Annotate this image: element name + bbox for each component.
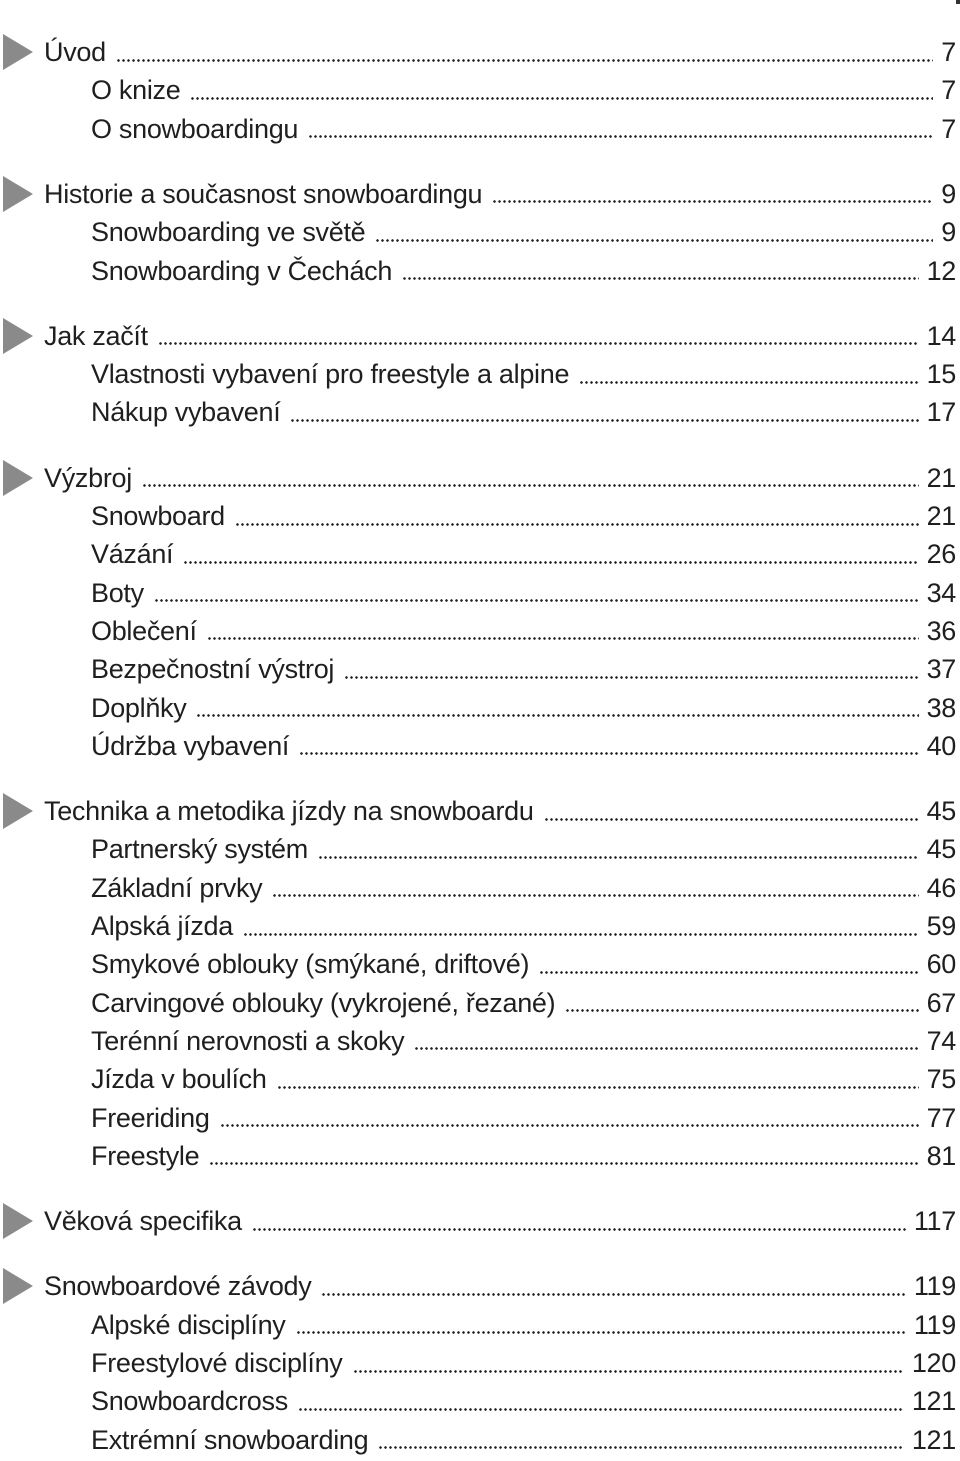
dot-leader xyxy=(272,894,918,897)
toc-subentry[interactable] xyxy=(0,1137,960,1175)
dot-leader xyxy=(116,59,933,62)
toc-subentry[interactable] xyxy=(0,1060,960,1098)
toc-subentry[interactable] xyxy=(0,1382,960,1420)
entry-title: Carvingové oblouky (vykrojené, řezané) xyxy=(91,987,556,1018)
dot-leader xyxy=(414,1047,918,1050)
toc-chapter-entry[interactable] xyxy=(0,459,960,497)
toc-subentry[interactable] xyxy=(0,984,960,1022)
entry-title: O knize xyxy=(91,75,181,106)
page-number: 121 xyxy=(911,1386,956,1417)
dot-leader xyxy=(299,752,918,755)
dot-leader xyxy=(375,239,933,242)
page-number: 21 xyxy=(926,462,956,493)
page-number: 15 xyxy=(926,359,956,390)
page-number: 119 xyxy=(913,1271,956,1302)
page-number: 7 xyxy=(941,37,956,67)
entry-title: Freestylové disciplíny xyxy=(91,1348,343,1378)
page-number: 21 xyxy=(926,501,956,531)
page-number: 45 xyxy=(926,796,956,827)
page-number: 7 xyxy=(941,75,956,106)
toc-subentry[interactable] xyxy=(0,574,960,612)
entry-title: Alpská jízda xyxy=(91,911,233,941)
page-number: 60 xyxy=(926,949,956,980)
page-number: 38 xyxy=(926,692,956,723)
entry-title: Snowboarding ve světě xyxy=(91,217,366,248)
dot-leader xyxy=(378,1446,903,1449)
dot-leader xyxy=(402,277,918,280)
page-number: 59 xyxy=(926,911,956,941)
dot-leader xyxy=(296,1331,906,1334)
page-number: 81 xyxy=(926,1140,956,1171)
toc-subentry[interactable] xyxy=(0,110,960,148)
entry-title: Technika a metodika jízdy na snowboardu xyxy=(44,796,534,827)
entry-title: Terénní nerovnosti a skoky xyxy=(91,1025,405,1056)
entry-title: Základní prvky xyxy=(91,872,263,903)
entry-title: Úvod xyxy=(44,37,106,67)
page-number: 7 xyxy=(941,113,956,144)
toc-subentry[interactable] xyxy=(0,612,960,650)
dot-leader xyxy=(298,1408,904,1411)
page-number: 17 xyxy=(926,397,956,428)
entry-title: Věková specifika xyxy=(44,1206,242,1237)
toc-subentry[interactable] xyxy=(0,650,960,688)
dot-leader xyxy=(154,599,919,602)
dot-leader xyxy=(308,135,933,138)
dot-leader xyxy=(209,1162,918,1165)
entry-title: Doplňky xyxy=(91,692,187,723)
dot-leader xyxy=(565,1009,918,1012)
page-number: 34 xyxy=(926,577,956,608)
dot-leader xyxy=(220,1124,919,1127)
toc-chapter-entry[interactable] xyxy=(0,1202,960,1240)
page-number: 14 xyxy=(926,320,956,351)
toc-chapter-entry[interactable] xyxy=(0,1267,960,1305)
dot-leader xyxy=(579,381,918,384)
toc-subentry[interactable] xyxy=(0,1022,960,1060)
entry-title: Snowboard xyxy=(91,501,225,531)
page-number: 46 xyxy=(926,872,956,903)
toc-subentry[interactable] xyxy=(0,1099,960,1137)
dot-leader xyxy=(158,342,919,345)
dot-leader xyxy=(353,1370,904,1373)
page-number: 9 xyxy=(941,217,956,248)
page-number: 45 xyxy=(926,834,956,865)
toc-chapter-entry[interactable] xyxy=(0,792,960,830)
entry-title: Boty xyxy=(91,577,144,608)
dot-leader xyxy=(277,1086,919,1089)
entry-title: Údržba vybavení xyxy=(91,730,290,761)
entry-title: Extrémní snowboarding xyxy=(91,1424,369,1455)
dot-leader xyxy=(235,523,919,526)
dot-leader xyxy=(142,484,919,487)
dot-leader xyxy=(318,856,919,859)
toc-chapter-entry[interactable] xyxy=(0,33,960,71)
entry-title: Vázání xyxy=(91,539,174,570)
toc-subentry[interactable] xyxy=(0,355,960,393)
page-number: 74 xyxy=(926,1025,956,1056)
entry-title: Freeriding xyxy=(91,1102,210,1133)
dot-leader xyxy=(492,200,933,203)
page-number: 26 xyxy=(926,539,956,570)
dot-leader xyxy=(190,97,933,100)
dot-leader xyxy=(344,676,918,679)
page-number: 75 xyxy=(926,1064,956,1095)
entry-title: Smykové oblouky (smýkané, driftové) xyxy=(91,949,530,980)
dot-leader xyxy=(183,561,918,564)
toc-subentry[interactable] xyxy=(0,869,960,907)
toc-chapter-entry[interactable] xyxy=(0,317,960,355)
toc-subentry[interactable] xyxy=(0,945,960,983)
dot-leader xyxy=(252,1228,906,1231)
page-number: 119 xyxy=(913,1309,956,1340)
entry-title: O snowboardingu xyxy=(91,113,299,144)
entry-title: Snowboardcross xyxy=(91,1386,288,1417)
toc-subentry[interactable] xyxy=(0,1306,960,1344)
toc-subentry[interactable] xyxy=(0,71,960,109)
entry-title: Partnerský systém xyxy=(91,834,308,865)
entry-title: Bezpečnostní výstroj xyxy=(91,654,335,685)
page-number: 77 xyxy=(926,1102,956,1133)
page-number: 117 xyxy=(913,1206,956,1237)
dot-leader xyxy=(196,714,918,717)
entry-title: Výzbroj xyxy=(44,462,132,493)
entry-title: Jízda v boulích xyxy=(91,1064,267,1095)
dot-leader xyxy=(539,971,918,974)
dot-leader xyxy=(243,933,919,936)
corner-mark xyxy=(956,0,960,4)
entry-title: Jak začít xyxy=(44,320,148,351)
page-number: 36 xyxy=(926,615,956,646)
entry-title: Alpské disciplíny xyxy=(91,1309,286,1340)
entry-title: Nákup vybavení xyxy=(91,397,281,428)
entry-title: Historie a současnost snowboardingu xyxy=(44,178,483,209)
entry-title: Freestyle xyxy=(91,1140,200,1171)
dot-leader xyxy=(207,637,919,640)
page-number: 121 xyxy=(911,1424,956,1455)
entry-title: Oblečení xyxy=(91,615,197,646)
toc-subentry[interactable] xyxy=(0,907,960,945)
dot-leader xyxy=(321,1293,905,1296)
toc-subentry[interactable] xyxy=(0,830,960,868)
toc-subentry[interactable] xyxy=(0,1421,960,1459)
toc-subentry[interactable] xyxy=(0,535,960,573)
toc-subentry[interactable] xyxy=(0,1344,960,1382)
toc-subentry[interactable] xyxy=(0,497,960,535)
entry-title: Snowboarding v Čechách xyxy=(91,255,393,286)
toc-subentry[interactable] xyxy=(0,727,960,765)
page-number: 40 xyxy=(926,730,956,761)
toc-subentry[interactable] xyxy=(0,689,960,727)
page-number: 12 xyxy=(926,255,956,286)
page-number: 67 xyxy=(926,987,956,1018)
page-number: 9 xyxy=(941,178,956,209)
toc-subentry[interactable] xyxy=(0,252,960,290)
entry-title: Snowboardové závody xyxy=(44,1271,312,1302)
toc-subentry[interactable] xyxy=(0,393,960,431)
dot-leader xyxy=(544,818,919,821)
toc-subentry[interactable] xyxy=(0,213,960,251)
page-number: 37 xyxy=(926,654,956,685)
page-number: 120 xyxy=(911,1348,956,1378)
entry-title: Vlastnosti vybavení pro freestyle a alpine xyxy=(91,359,570,390)
toc-chapter-entry[interactable] xyxy=(0,175,960,213)
dot-leader xyxy=(290,419,918,422)
